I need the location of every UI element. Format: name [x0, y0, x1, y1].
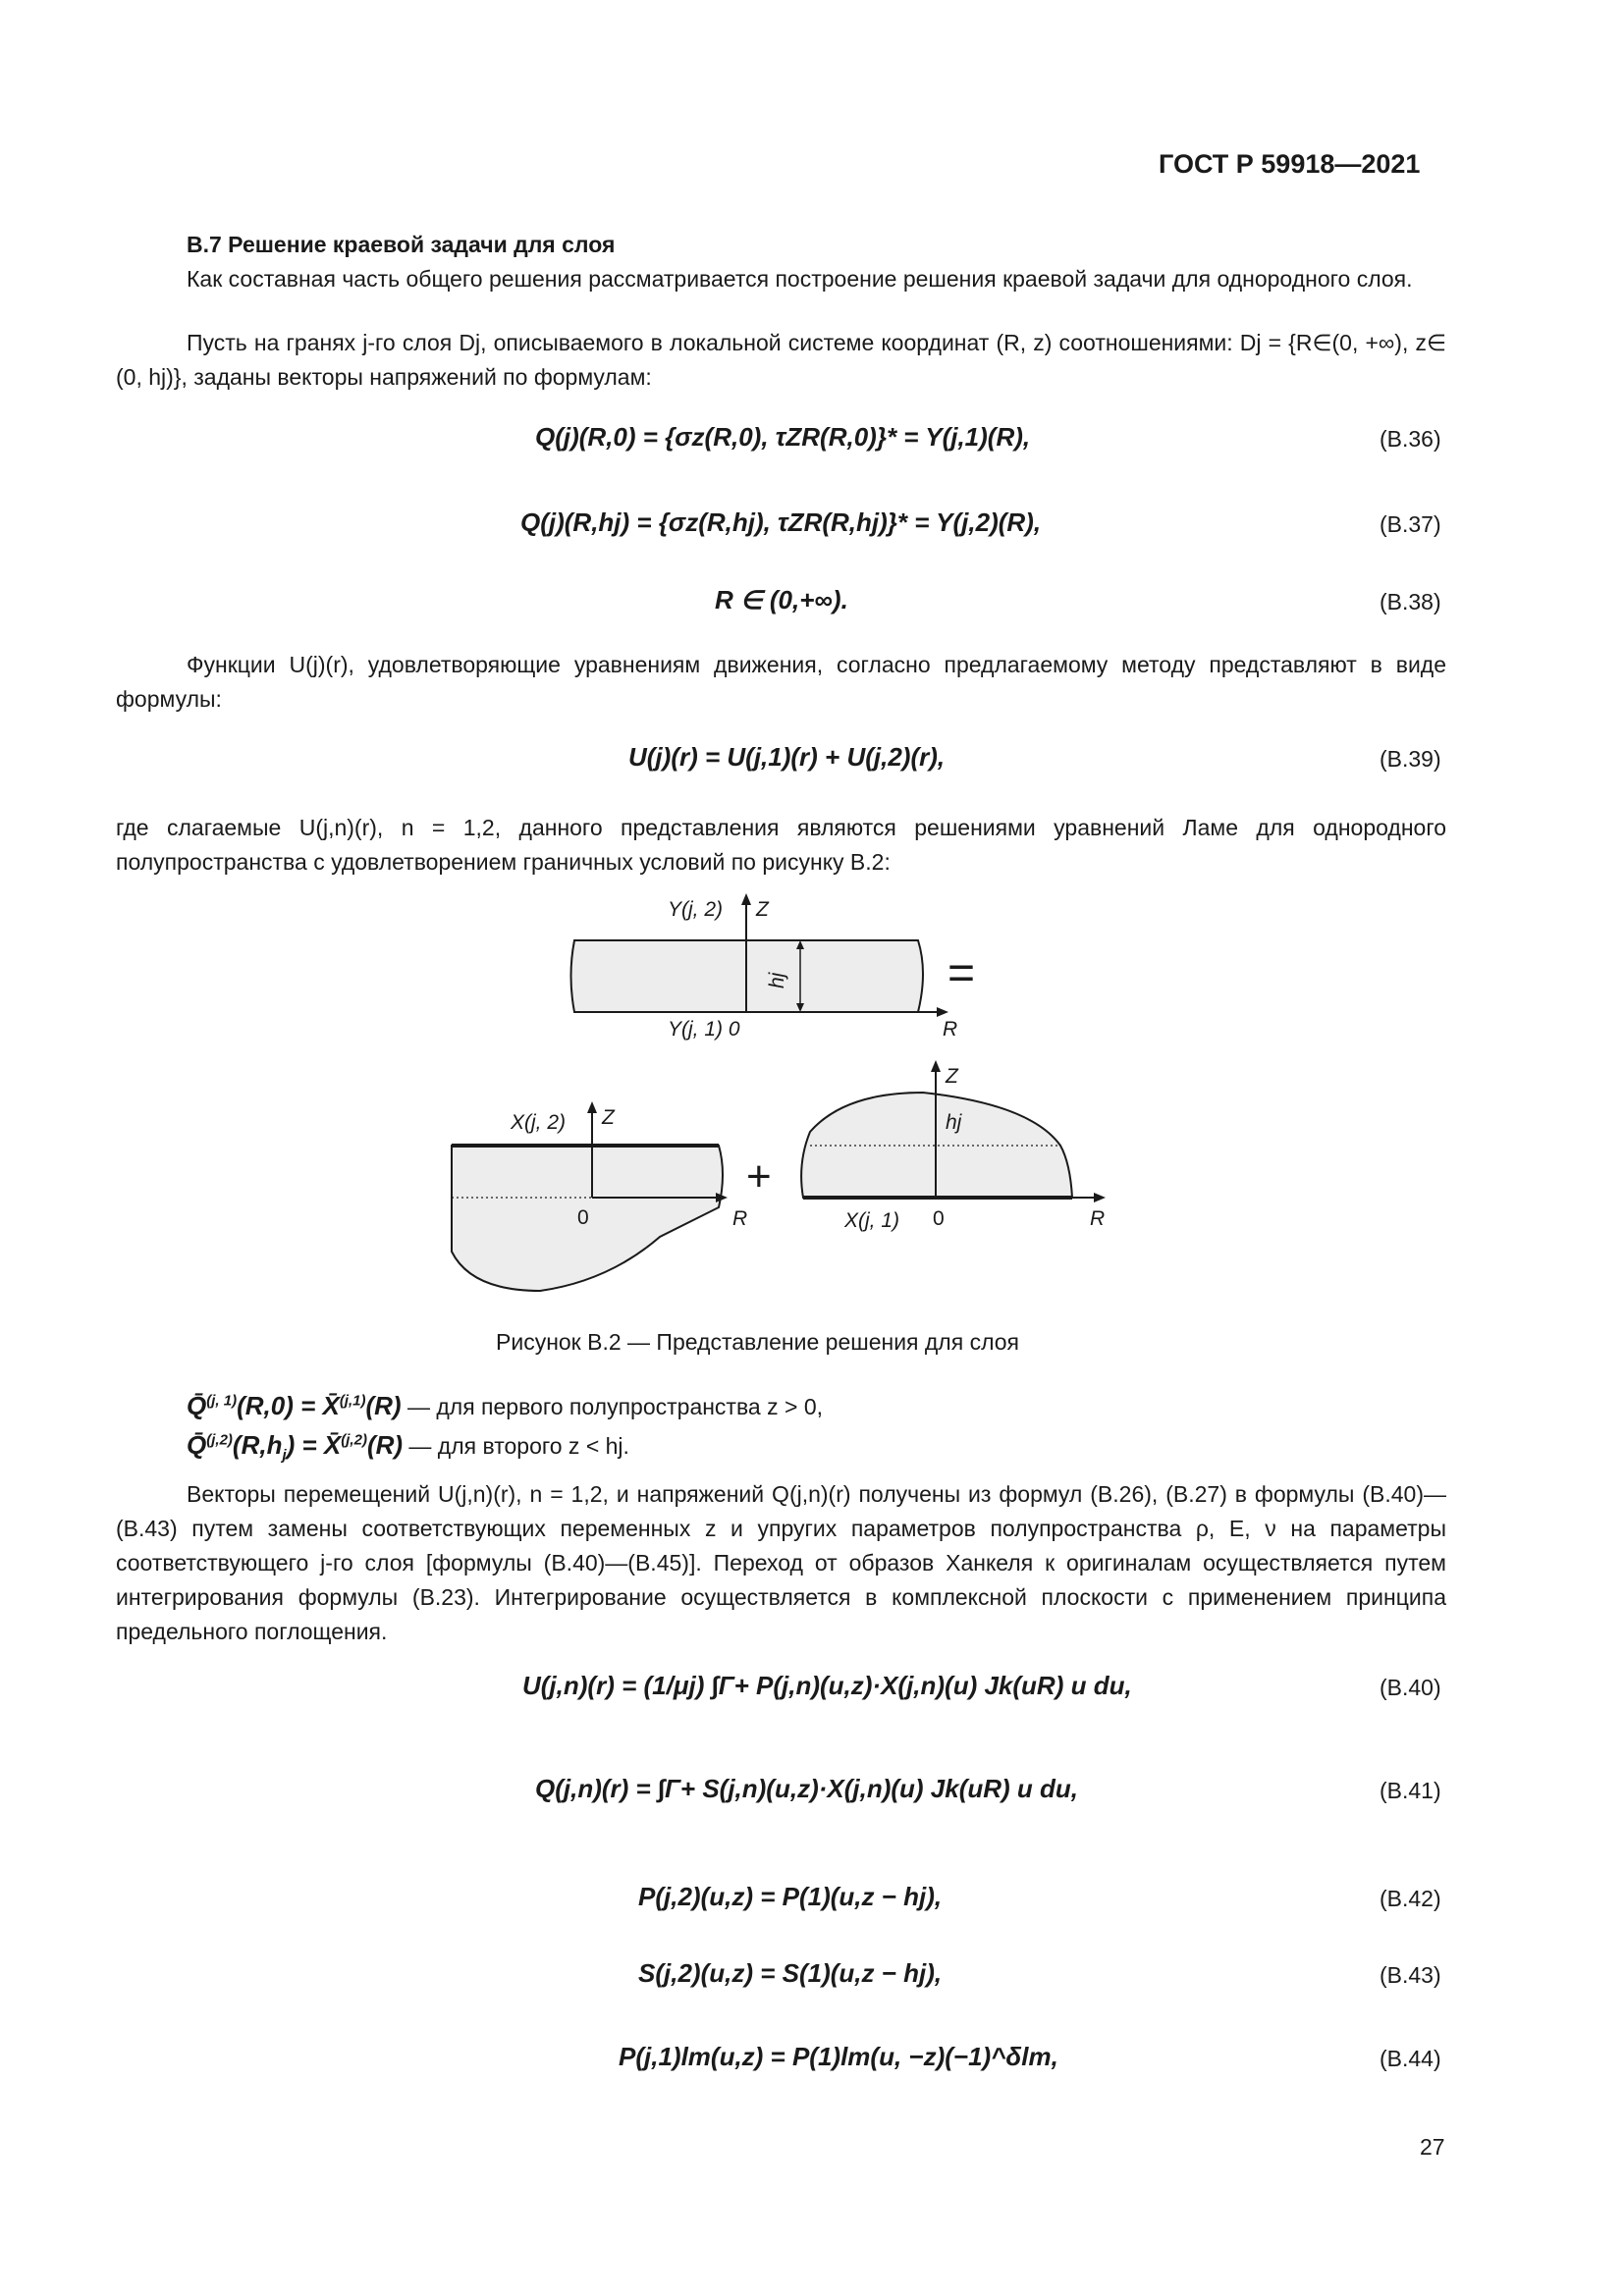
left-halfspace-diagram — [452, 1101, 772, 1291]
label-r-right: R — [1090, 1207, 1106, 1230]
page-number: 27 — [1420, 2134, 1445, 2160]
condition-2: $Q̄^{(j,2)}(R,h_j)$ = X̄$^{(j,2)}$(R) — для второго z < hj. — [187, 1430, 629, 1465]
label-origin-left: 0 — [577, 1206, 589, 1229]
label-r-top: R — [943, 1018, 958, 1041]
label-x-j2: X(j, 2) — [511, 1111, 567, 1134]
condition-1-text: — для первого полупространства z > 0, — [406, 1394, 824, 1419]
equation-b39: U(j)(r) = U(j,1)(r) + U(j,2)(r), — [628, 742, 946, 772]
equation-number-b40: (В.40) — [1380, 1675, 1441, 1700]
right-halfspace-diagram — [801, 1060, 1106, 1232]
label-r-left: R — [732, 1207, 748, 1230]
label-hj-right: hj — [946, 1111, 962, 1134]
paragraph-2: Пусть на гранях j-го слоя Dj, описываемого в локальной системе координат (R, z) соотношениями: Dj = {R∈(0, +∞), z∈ (0, hj)}, заданы векторы напряжений по формулам: — [116, 330, 1446, 390]
paragraph-4: где слагаемые U(j,n)(r), n = 1,2, данного представления являются решениями уравнений Ламе для однородного полупространства с удовлетворением граничных условий по рисунку В.2: — [116, 815, 1446, 875]
equation-number-b38: (В.38) — [1380, 589, 1441, 614]
equation-number-b43: (В.43) — [1380, 1962, 1441, 1988]
label-z-top: Z — [756, 898, 769, 921]
equation-b43: S(j,2)(u,z) = S(1)(u,z − hj), — [638, 1958, 943, 1988]
label-y-j2: Y(j, 2) — [668, 898, 724, 921]
equation-number-b44: (В.44) — [1380, 2046, 1441, 2071]
paragraph-1: Как составная часть общего решения рассматривается построение решения краевой задачи для однородного слоя. — [187, 266, 1413, 292]
equals-sign: = — [947, 947, 976, 999]
label-origin-right: 0 — [933, 1207, 945, 1230]
equation-b42: P(j,2)(u,z) = P(1)(u,z − hj), — [638, 1882, 943, 1911]
equation-number-b37: (В.37) — [1380, 511, 1441, 537]
figure-caption: Рисунок В.2 — Представление решения для слоя — [496, 1329, 1019, 1355]
paragraph-5: Векторы перемещений U(j,n)(r), n = 1,2, и напряжений Q(j,n)(r) получены из формул (В.26), (В.27) в формулы (В.40)—(В.43) путем замены соответствующих переменных z и упругих параметров полупространства ρ, E, ν на параметры соответствующего j-го слоя [формулы (В.40)—(В.45)]. Переход от образов Ханкеля к оригиналам осуществляется путем интегрирования формулы (В.23). Интегрирование осуществляется в комплексной плоскости с применением принципа предельного поглощения. — [116, 1481, 1446, 1644]
equation-number-b41: (В.41) — [1380, 1778, 1441, 1803]
label-z-right: Z — [946, 1065, 958, 1088]
section-title: В.7 Решение краевой задачи для слоя — [187, 232, 616, 257]
equation-number-b39: (В.39) — [1380, 746, 1441, 772]
equation-b44: P(j,1)lm(u,z) = P(1)lm(u, −z)(−1)^δlm, — [619, 2042, 1058, 2071]
paragraph-3: Функции U(j)(r), удовлетворяющие уравнениям движения, согласно предлагаемому методу представляют в виде формулы: — [116, 652, 1446, 712]
label-y-j1: Y(j, 1) 0 — [668, 1018, 740, 1041]
figure-b2 — [432, 879, 1159, 1310]
equation-b38: R ∈ (0,+∞). — [715, 585, 848, 614]
equation-b36: Q(j)(R,0) = {σz(R,0), τZR(R,0)}* = Y(j,1)(R), — [535, 422, 1031, 452]
equation-number-b42: (В.42) — [1380, 1886, 1441, 1911]
label-hj-top: hj — [766, 972, 788, 988]
equation-b37: Q(j)(R,hj) = {σz(R,hj), τZR(R,hj)}* = Y(j,2)(R), — [520, 507, 1042, 537]
label-x-j1: X(j, 1) — [844, 1209, 900, 1232]
label-z-left: Z — [602, 1106, 615, 1129]
equation-b40: U(j,n)(r) = (1/μj) ∫Γ+ P(j,n)(u,z)·X(j,n)(u) Jk(uR) u du, — [522, 1671, 1132, 1700]
equation-number-b36: (В.36) — [1380, 426, 1441, 452]
plus-sign: + — [746, 1152, 772, 1201]
condition-1: Q̄$^{(j, 1)}$(R,0) = X̄$^{(j,1)}$(R) — для первого полупространства z > 0, — [187, 1391, 824, 1420]
condition-2-text: — для второго z < hj. — [408, 1433, 629, 1459]
top-layer-diagram — [571, 893, 976, 1041]
equation-b41: Q(j,n)(r) = ∫Γ+ S(j,n)(u,z)·X(j,n)(u) Jk(uR) u du, — [535, 1774, 1079, 1803]
document-header: ГОСТ Р 59918—2021 — [1159, 149, 1421, 179]
